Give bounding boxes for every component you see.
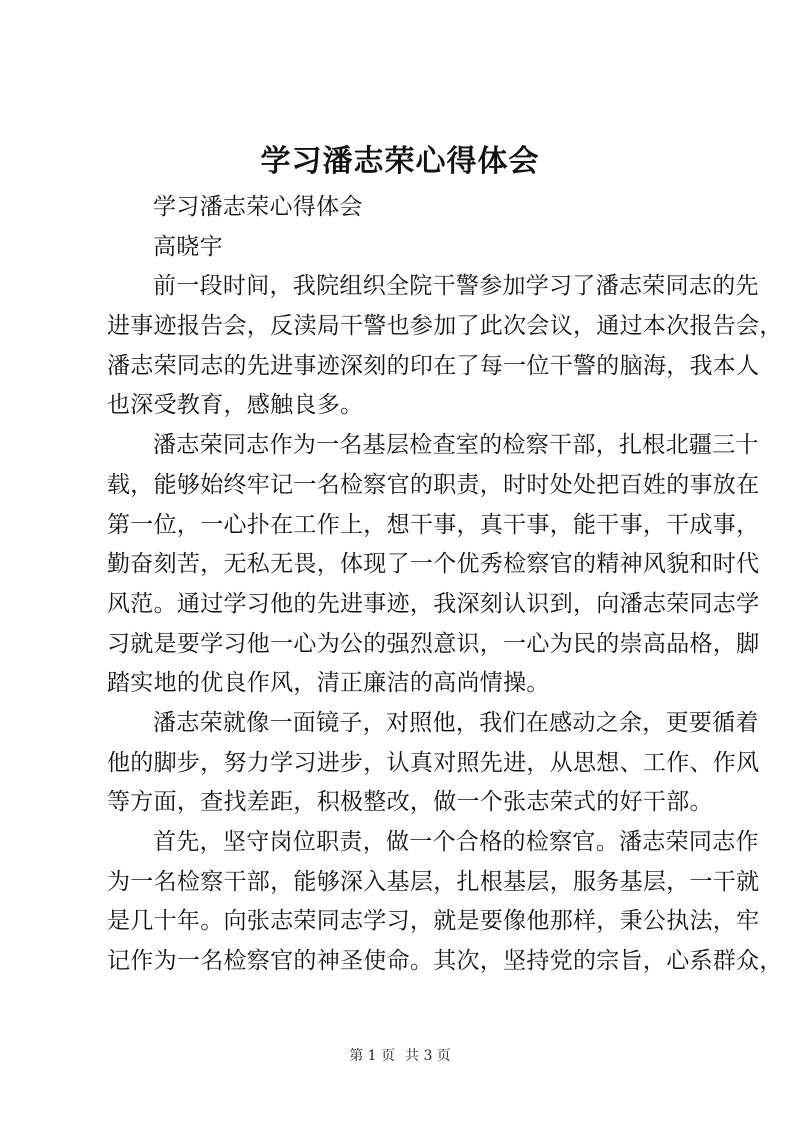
paragraph-line: 潘志荣就像一面镜子，对照他，我们在感动之余，更要循着	[153, 709, 759, 736]
paragraph-line: 潘志荣同志作为一名基层检查室的检察干部，扎根北疆三十	[153, 432, 759, 459]
paragraph-line: 进事迹报告会，反渎局干警也参加了此次会议，通过本次报告会，	[107, 313, 783, 340]
subtitle-line: 学习潘志荣心得体会	[153, 194, 363, 220]
paragraph-line: 也深受教育，感触良多。	[107, 392, 364, 419]
paragraph-line: 为一名检察干部，能够深入基层，扎根基层，服务基层，一干就	[107, 868, 760, 895]
paragraph-line: 首先，坚守岗位职责，做一个合格的检察官。潘志荣同志作	[153, 829, 759, 855]
paragraph-line: 勤奋刻苦，无私无畏，体现了一个优秀检察官的精神风貌和时代	[107, 551, 760, 578]
paragraph-line: 习就是要学习他一心为公的强烈意识，一心为民的崇高品格，脚	[107, 630, 760, 657]
page-footer	[0, 1046, 800, 1066]
paragraph-line: 是几十年。向张志荣同志学习，就是要像他那样，秉公执法，牢	[107, 908, 760, 935]
paragraph-line: 等方面，查找差距，积极整改，做一个张志荣式的好干部。	[107, 789, 713, 816]
paragraph-line: 踏实地的优良作风，清正廉洁的高尚情操。	[107, 670, 550, 697]
page-number: 第 1 页	[349, 1048, 395, 1064]
paragraph-line: 风范。通过学习他的先进事迹，我深刻认识到，向潘志荣同志学	[107, 590, 760, 617]
page-title: 学习潘志荣心得体会	[260, 144, 540, 179]
paragraph-line: 他的脚步，努力学习进步，认真对照先进，从思想、工作、作风	[107, 749, 760, 776]
paragraph-line: 第一位，一心扑在工作上，想干事，真干事，能干事，干成事，	[107, 511, 760, 538]
page-total: 共 3 页	[405, 1048, 451, 1064]
author-line: 高晓宇	[153, 233, 223, 260]
document-body	[107, 188, 783, 982]
paragraph-line: 前一段时间，我院组织全院干警参加学习了潘志荣同志的先	[153, 273, 759, 300]
paragraph-line: 记作为一名检察官的神圣使命。其次，坚持党的宗旨，心系群众，	[107, 948, 783, 975]
paragraph-line: 载，能够始终牢记一名检察官的职责，时时处处把百姓的事放在	[107, 471, 760, 498]
paragraph-line: 潘志荣同志的先进事迹深刻的印在了每一位干警的脑海，我本人	[107, 352, 760, 379]
